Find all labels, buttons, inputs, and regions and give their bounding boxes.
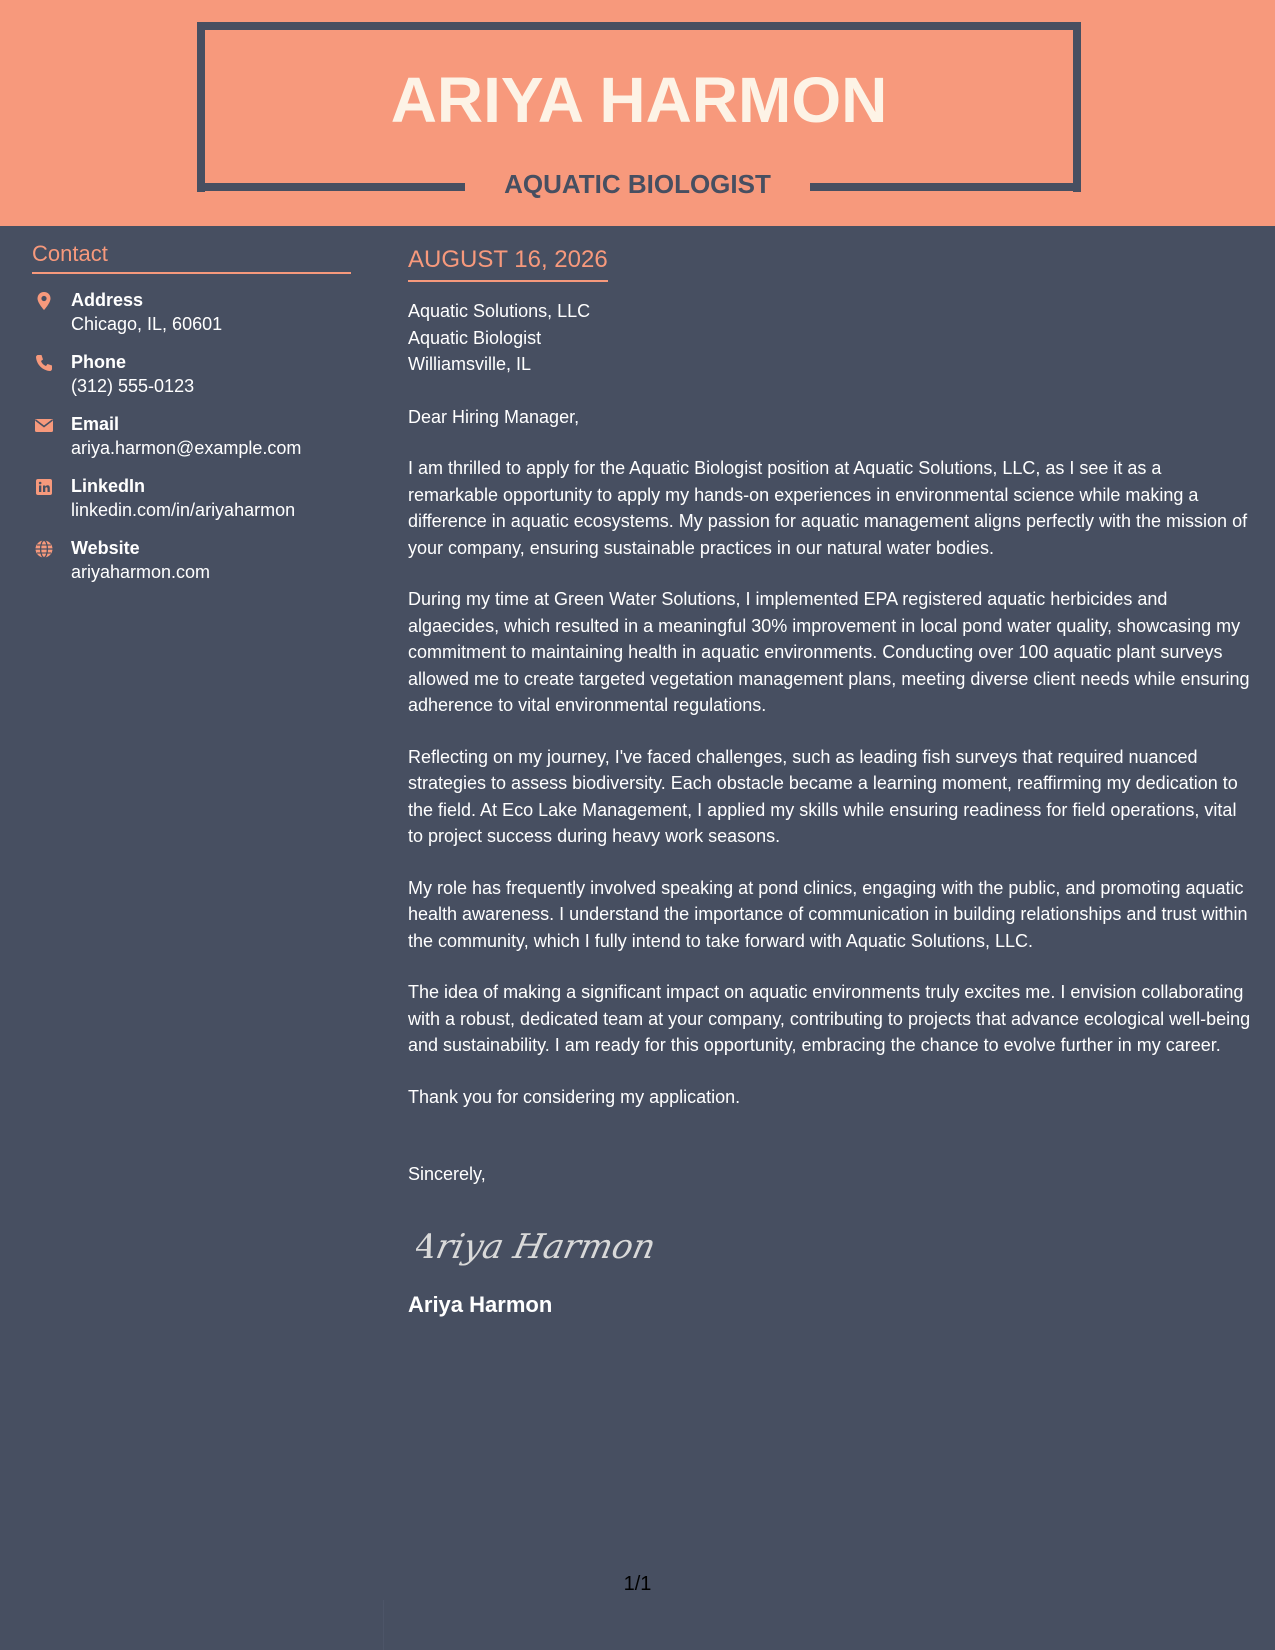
location-pin-icon (34, 291, 54, 311)
contact-sidebar (32, 240, 351, 584)
letter-body (408, 244, 1253, 1320)
contact-value: ariya.harmon@example.com (71, 438, 302, 458)
recipient-position: Aquatic Biologist (408, 327, 542, 348)
globe-icon (34, 539, 54, 559)
page-number: 1/1 (623, 1573, 652, 1595)
contact-heading: Contact (32, 240, 351, 274)
applicant-name: ARIYA HARMON (390, 64, 888, 136)
body-paragraph: During my time at Green Water Solutions, I implemented EPA registered aquatic herbicides and algaecides, which resulted in a meaningful 30% improvement in local pond water quality, showcasing my commitment to maintaining health in aquatic environments. Conducting over 100 aquatic plant surveys allowed me to create targeted vegetation management plans, meeting diverse client needs while ensuring adherence to vital environmental regulations. (408, 589, 1250, 715)
recipient-company: Aquatic Solutions, LLC (408, 301, 591, 321)
thank-you-paragraph: Thank you for considering my application. (408, 1086, 741, 1107)
contact-label: Phone (71, 352, 127, 372)
recipient-location: Williamsville, IL (408, 354, 532, 374)
contact-address (32, 288, 351, 336)
signature-image (416, 1210, 1253, 1280)
body-paragraph: Reflecting on my journey, I've faced challenges, such as leading fish surveys that required nuanced strategies to assess biodiversity. Each obstacle became a learning moment, reaffirming my dedication to the field. At Eco Lake Management, I applied my skills while ensuring readiness for field operations, vital to project success during heavy work seasons. (408, 746, 1238, 846)
closing: Sincerely, (408, 1164, 486, 1184)
contact-linkedin (32, 474, 351, 522)
contact-value: (312) 555-0123 (71, 376, 195, 396)
job-title: AQUATIC BIOLOGIST (504, 169, 771, 199)
body-paragraph: My role has frequently involved speaking at pond clinics, engaging with the public, and promoting aquatic health awareness. I understand the importance of communication in building relationships and trust within the community, which I fully intend to take forward with Aquatic Solutions, LLC. (408, 877, 1248, 951)
body-paragraph: I am thrilled to apply for the Aquatic Biologist position at Aquatic Solutions, LLC, as I see it as a remarkable opportunity to apply my hands-on experiences in environmental science while making a difference in aquatic ecosystems. My passion for aquatic management aligns perfectly with the mission of your company, ensuring sustainable practices in our natural water bodies. (408, 458, 1248, 558)
header-frame-rule-right (810, 183, 1078, 191)
header-banner (0, 0, 1275, 226)
contact-label: LinkedIn (71, 476, 146, 496)
contact-value: Chicago, IL, 60601 (71, 314, 223, 334)
greeting: Dear Hiring Manager, (408, 406, 580, 427)
recipient-block (408, 298, 1253, 378)
contact-value: ariyaharmon.com (71, 562, 211, 582)
contact-label: Address (71, 290, 144, 310)
contact-phone (32, 350, 351, 398)
contact-label: Website (71, 538, 140, 558)
contact-email (32, 412, 351, 460)
letter-date: AUGUST 16, 2026 (408, 244, 608, 282)
handwritten-signature (416, 1210, 676, 1280)
envelope-icon (34, 415, 54, 435)
phone-icon (34, 353, 54, 373)
signer-name: Ariya Harmon (408, 1291, 553, 1317)
header-frame-rule-left (197, 183, 465, 191)
linkedin-icon (34, 477, 54, 497)
signature-text: Ariya Harmon (416, 1226, 660, 1267)
contact-value: linkedin.com/in/ariyaharmon (71, 500, 296, 520)
contact-label: Email (71, 414, 120, 434)
contact-website (32, 536, 351, 584)
column-divider (383, 1600, 384, 1650)
body-paragraph: The idea of making a significant impact on aquatic environments truly excites me. I envision collaborating with a robust, dedicated team at your company, contributing to projects that advance ecological well-being and sustainability. I am ready for this opportunity, embracing the chance to evolve further in my career. (408, 982, 1251, 1055)
